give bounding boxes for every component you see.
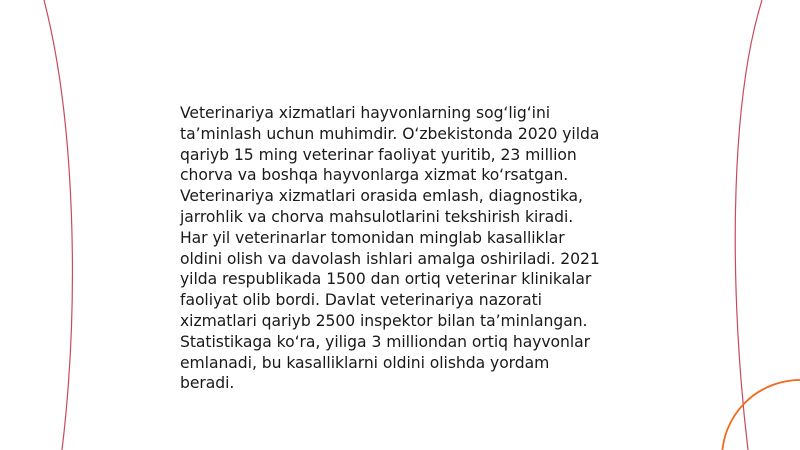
paragraph-line: jarrohlik va chorva mahsulotlarini tekshirish kiradi. [180,207,574,226]
paragraph-line: Veterinariya xizmatlari orasida emlash, diagnostika, [180,187,583,206]
paragraph-line: faoliyat olib bordi. Davlat veterinariya nazorati [180,291,542,310]
paragraph-line: qariyb 15 ming veterinar faoliyat yuritib, 23 million [180,145,577,164]
body-paragraph [180,103,630,394]
paragraph-line: emlanadi, bu kasalliklarni oldini olishda yordam [180,353,550,372]
paragraph-line: xizmatlari qariyb 2500 inspektor bilan ta’minlangan. [180,311,588,330]
paragraph-line: yilda respublikada 1500 dan ortiq veterinar klinikalar [180,270,592,289]
left-curve [44,0,72,450]
paragraph-line: Har yil veterinarlar tomonidan minglab kasalliklar [180,228,565,247]
paragraph-line: oldini olish va davolash ishlari amalga oshiriladi. 2021 [180,249,600,268]
accent-circle [722,380,800,450]
paragraph-line: Statistikaga ko‘ra, yiliga 3 milliondan ortiq hayvonlar [180,332,591,351]
paragraph-line: Veterinariya xizmatlari hayvonlarning sog‘lig‘ini [180,104,551,122]
right-curve [735,0,762,450]
paragraph-line: ta’minlash uchun muhimdir. O‘zbekistonda 2020 yilda [180,124,600,143]
paragraph-line: beradi. [180,374,235,393]
paragraph-line: chorva va boshqa hayvonlarga xizmat ko‘rsatgan. [180,166,569,185]
